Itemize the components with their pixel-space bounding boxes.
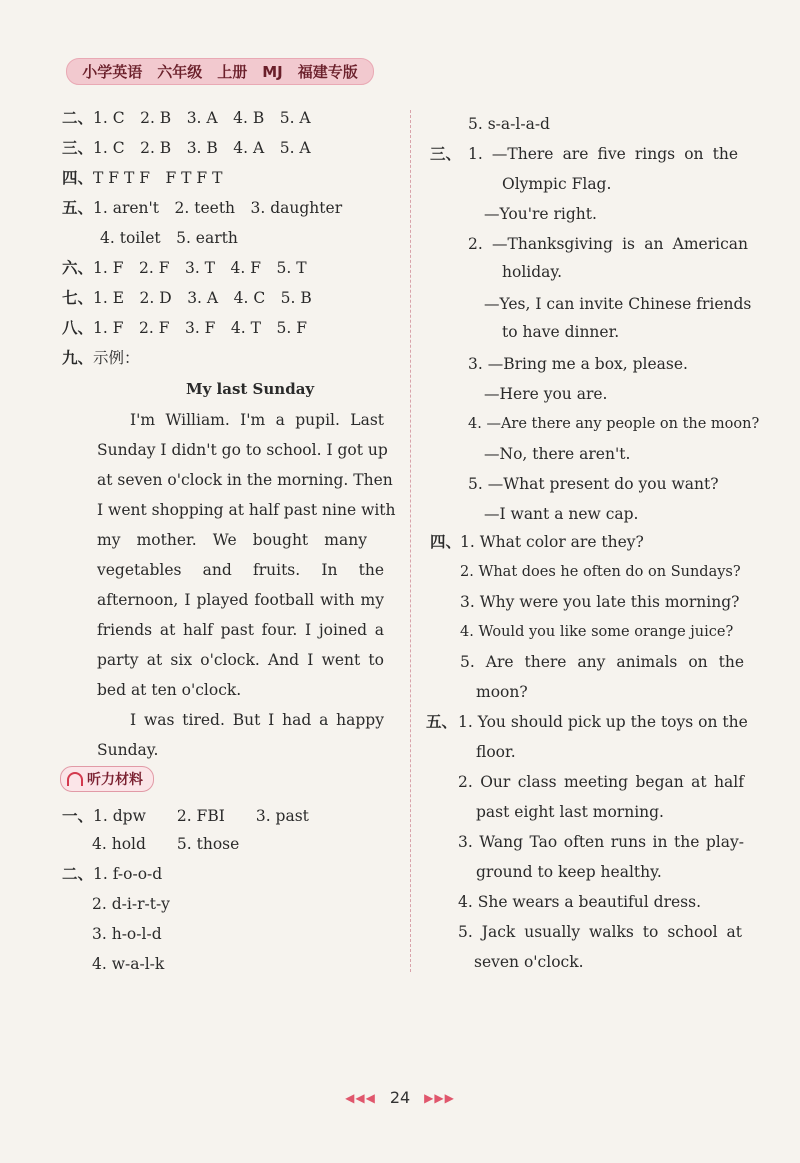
answer-line: 九、示例： bbox=[62, 349, 140, 367]
answer-line: 1. What color are they? bbox=[460, 533, 644, 551]
answer-line: 4. toilet 5. earth bbox=[100, 229, 238, 247]
answer-line: 二、1. f-o-o-d bbox=[62, 865, 163, 883]
answer-line: 三、1. C 2. B 3. B 4. A 5. A bbox=[62, 139, 311, 157]
answer-line: past eight last morning. bbox=[476, 803, 664, 821]
listening-label: 听力材料 bbox=[87, 772, 143, 788]
dialogue-line: 4. —Are there any people on the moon? bbox=[468, 416, 760, 432]
answer-line: 4. She wears a beautiful dress. bbox=[458, 893, 702, 911]
dialogue-line: Olympic Flag. bbox=[502, 175, 612, 193]
answer-line: 1. You should pick up the toys on the bbox=[458, 713, 748, 731]
answer-line: 2. d-i-r-t-y bbox=[92, 895, 170, 913]
answer-line: 5. s-a-l-a-d bbox=[468, 115, 550, 133]
essay-line: bed at ten o'clock. bbox=[97, 681, 242, 699]
answer-line: 5. Jack usually walks to school at bbox=[458, 923, 742, 941]
answer-line: 4. Would you like some orange juice? bbox=[460, 624, 734, 640]
dialogue-line: 3. —Bring me a box, please. bbox=[468, 355, 688, 373]
dialogue-line: —Here you are. bbox=[484, 385, 608, 403]
dialogue-line: 1. —There are five rings on the bbox=[468, 145, 738, 163]
dialogue-line: —I want a new cap. bbox=[484, 505, 639, 523]
answer-line: 二、1. C 2. B 3. A 4. B 5. A bbox=[62, 109, 311, 127]
section-number: 四、 bbox=[430, 533, 462, 551]
dialogue-line: holiday. bbox=[502, 263, 563, 281]
essay-line: my mother. We bought many bbox=[97, 531, 367, 549]
section-number: 五、 bbox=[426, 713, 458, 731]
column-divider bbox=[410, 110, 411, 972]
answer-line: 3. h-o-l-d bbox=[92, 925, 162, 943]
answer-line: 七、1. E 2. D 3. A 4. C 5. B bbox=[62, 289, 312, 307]
dialogue-line: —You're right. bbox=[484, 205, 597, 223]
essay-line: party at six o'clock. And I went to bbox=[97, 651, 384, 669]
answer-line: 五、1. aren't 2. teeth 3. daughter bbox=[62, 199, 343, 217]
answer-line: 六、1. F 2. F 3. T 4. F 5. T bbox=[62, 259, 307, 277]
book-header: 小学英语 六年级 上册 MJ 福建专版 bbox=[66, 58, 374, 85]
answer-line: floor. bbox=[476, 743, 516, 761]
essay-line: friends at half past four. I joined a bbox=[97, 621, 384, 639]
section-number: 三、 bbox=[430, 145, 462, 163]
listening-materials-tag bbox=[60, 766, 154, 792]
left-arrows-icon: ◀◀◀ bbox=[345, 1090, 376, 1105]
essay-line: I was tired. But I had a happy bbox=[130, 711, 384, 729]
answer-line: ground to keep healthy. bbox=[476, 863, 662, 881]
answer-line: 八、1. F 2. F 3. F 4. T 5. F bbox=[62, 319, 307, 337]
answer-line: 四、T F T F F T F T bbox=[62, 169, 223, 187]
right-arrows-icon: ▶▶▶ bbox=[424, 1090, 455, 1105]
answer-line: 4. hold 5. those bbox=[92, 835, 240, 853]
page-number: 24 bbox=[389, 1088, 411, 1107]
essay-line: afternoon, I played football with my bbox=[97, 591, 384, 609]
answer-line: 4. w-a-l-k bbox=[92, 955, 165, 973]
essay-line: vegetables and fruits. In the bbox=[97, 561, 384, 579]
headphone-icon bbox=[67, 772, 83, 786]
essay-line: I'm William. I'm a pupil. Last bbox=[130, 411, 384, 429]
answer-line: 3. Why were you late this morning? bbox=[460, 593, 740, 611]
page-footer bbox=[0, 1088, 800, 1107]
dialogue-line: —Yes, I can invite Chinese friends bbox=[484, 295, 752, 313]
dialogue-line: 2. —Thanksgiving is an American bbox=[468, 235, 748, 253]
dialogue-line: to have dinner. bbox=[502, 323, 620, 341]
essay-line: Sunday. bbox=[97, 741, 159, 759]
essay-line: at seven o'clock in the morning. Then bbox=[97, 471, 393, 489]
essay-title: My last Sunday bbox=[186, 380, 315, 398]
essay-line: I went shopping at half past nine with bbox=[97, 501, 396, 519]
answer-line: seven o'clock. bbox=[474, 953, 584, 971]
dialogue-line: —No, there aren't. bbox=[484, 445, 631, 463]
answer-line: 一、1. dpw 2. FBI 3. past bbox=[62, 807, 309, 825]
answer-line: 5. Are there any animals on the bbox=[460, 653, 744, 671]
answer-line: 2. Our class meeting began at half bbox=[458, 773, 744, 791]
answer-line: 2. What does he often do on Sundays? bbox=[460, 564, 741, 580]
answer-line: moon? bbox=[476, 683, 528, 701]
answer-line: 3. Wang Tao often runs in the play- bbox=[458, 833, 744, 851]
essay-line: Sunday I didn't go to school. I got up bbox=[97, 441, 388, 459]
dialogue-line: 5. —What present do you want? bbox=[468, 475, 719, 493]
